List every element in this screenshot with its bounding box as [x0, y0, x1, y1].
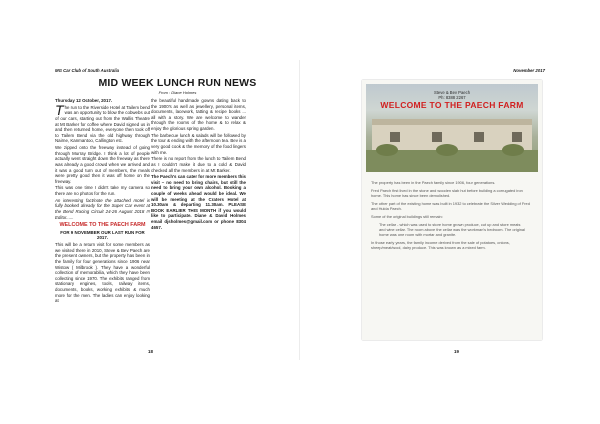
paragraph-3: This was one time I didn't take my camera so there are no photos for the run.	[55, 185, 150, 197]
shrub	[376, 144, 398, 156]
article-title: MID WEEK LUNCH RUN NEWS	[98, 77, 257, 89]
shed-roof	[372, 119, 532, 125]
editor-sign: Editor......	[55, 214, 74, 220]
brochure-para-6: In those early years, the family income derived from the sale of potatoes, onions, sheep/meat/wool, dairy produce. This was known as a mixed farm.	[371, 240, 510, 250]
shed-window	[390, 132, 400, 142]
paragraph-2: We zipped onto the freeway instead of going through Murray Bridge. I think a lot of people actually went straight down the freeway as there was already a good crowd when we arrived and it was a good turn out of members, the meals were pretty good then it was off home on the freeway.	[55, 145, 150, 184]
paragraph-1	[55, 101, 150, 144]
date-line: Thursday 12 October, 2017.	[55, 98, 113, 103]
editor-note-text: An interesting fact/note the attached motel is fully booked already for the Super Car event at the Bend Racing Circuit 24-26 August 2018 !!!	[55, 197, 150, 215]
drop-cap: T	[55, 101, 64, 118]
shrub	[502, 144, 524, 156]
farm-brochure-photo	[362, 80, 542, 340]
brochure-para-4: Some of the original buildings still remain:	[371, 214, 443, 219]
issue-header: November 2017	[513, 68, 545, 73]
column-2	[151, 98, 246, 231]
next-run-subheading: FOR 9 NOVEMBER OUR LAST RUN FOR 2017.	[60, 229, 145, 241]
shrub	[436, 144, 458, 156]
booking-info: The Paech's can cater for more members this visit – no need to bring chairs, but still the need to bring your own alcohol. Booking a couple of weeks ahead would be ideal. We will be meeting at the Craters Hotel at 10.30am & departing 11.30am. PLEASE BOOK EARLIER THIS MONTH if you would like to participate. Diane & David Holmes email djsholmes@gmail.com or phone 8304 4657.	[151, 174, 246, 230]
next-run-heading: WELCOME TO THE PAECH FARM	[59, 222, 146, 229]
page-number-left: 18	[148, 349, 153, 354]
shed-window	[432, 132, 442, 142]
farm-sign-photo	[366, 84, 538, 172]
club-header: MG Car Club of South Australia	[55, 68, 120, 73]
brochure-para-2: Fred Paech first lived in the stone and wooden slab hut before building a corrugated iron home. This home has since been demolished.	[371, 188, 523, 198]
shed-window	[474, 132, 484, 142]
contact-block	[366, 90, 538, 100]
editor-note	[55, 198, 150, 220]
paragraph-7: The barbecue lunch & salads will be followed by the tour & ending with the afternoon tea. Bev is a very good cook & the memory of the food lingers with me.	[151, 132, 246, 155]
contact-phone: Ph: 8388 2267	[438, 95, 466, 100]
brochure-para-5: The cellar - which was used to store home grown produce, cut up and store meats and wine cellar. The room above the cellar was the workman's bedroom. The original home was one room with mortar and granite.	[379, 222, 525, 237]
article-byline: From : Diane Holmes	[158, 90, 197, 95]
brochure-para-1: The property has been in the Paech family since 1906, four generations.	[371, 180, 496, 185]
paragraph-1-text: he run to the Riverside Hotel at Tailem bend was an opportunity to blow the cobwebs out of our cars, starting out from the Wallis Theatre at Mt Barker for coffee where David signed us in and then returned home, everyone then took off to Tailem Bend via the old highway through Nairne, Kanmantoo, Callington etc.	[55, 104, 150, 144]
shed-window	[512, 132, 522, 142]
paragraph-6: the beautiful handmade gowns dating back to the 1900's as well as jewellery, personal items, documents, lacework, tatting & recipe books ... all with a story. We are welcome to wander through the rooms of the home & to relax & enjoy the glorious spring garden.	[151, 98, 246, 131]
brochure-text	[371, 180, 533, 253]
column-1	[55, 98, 150, 305]
contact-name: Steve & Bev Paech	[433, 90, 471, 95]
brochure-para-3: The other part of the existing home was built in 1932 to celebrate the Silver Wedding of Fred and Hulda Paech.	[371, 201, 530, 211]
farm-sign-text: WELCOME TO THE PAECH FARM	[380, 100, 524, 110]
paragraph-5: This will be a return visit for some members as we visited there in 2010, Steve & Bev Paech are the present owners, but the property has been in the family for four generations since 1906 near Wistow ( Milbrook ). They have a wonderful collection of memorabilia, which they have been collecting since 1970. The exhibits ranged from stationary engines, tools, railway items, documents, books, working exhibits & much more for the men. The ladies can enjoy looking at	[55, 242, 150, 304]
paragraph-8: There is no report from the lunch to Tailem Bend as I couldn't make it due to a cold & David checked all the members in at Mt Barker.	[151, 156, 246, 173]
page-number-right: 19	[454, 349, 459, 354]
